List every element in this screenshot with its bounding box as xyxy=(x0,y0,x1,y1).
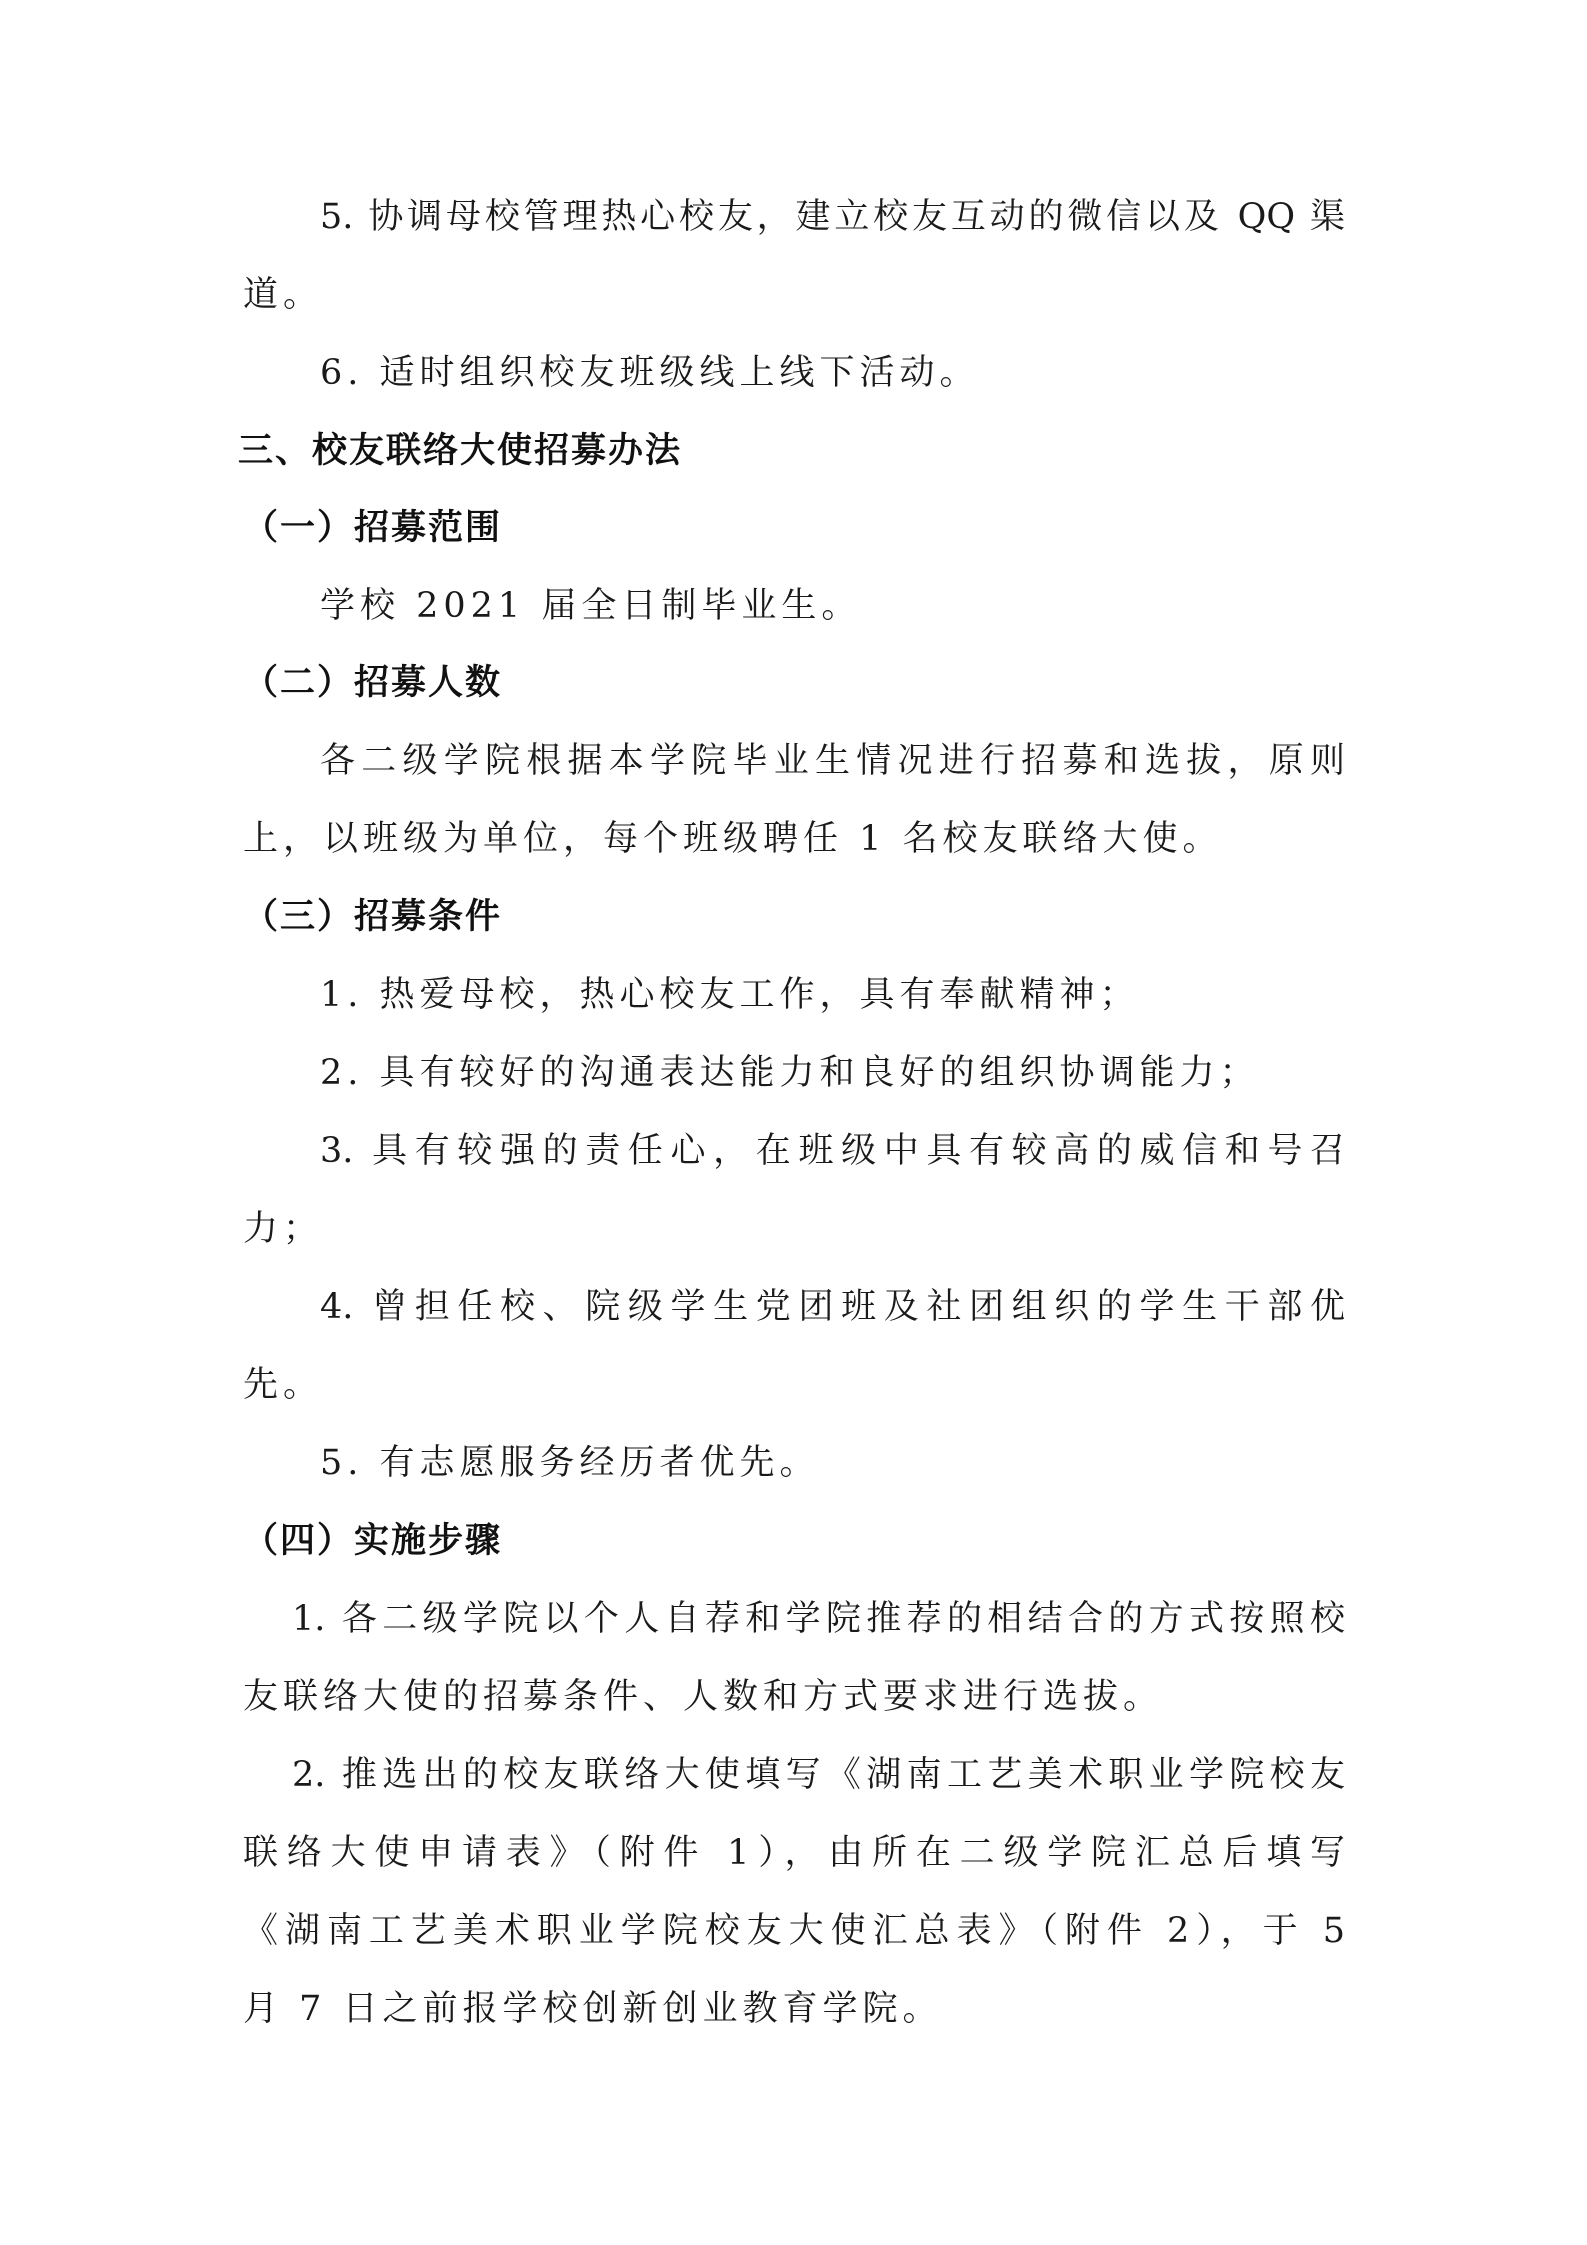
condition-item-1: 1. 热爱母校，热心校友工作，具有奉献精神； xyxy=(320,975,1140,1015)
subsection-heading-conditions: （三）招募条件 xyxy=(243,897,503,937)
condition-item-5: 5. 有志愿服务经历者优先。 xyxy=(320,1443,820,1483)
step-item-1: 1. 各二级学院以个人自荐和学院推荐的相结合的方式按照校 xyxy=(292,1599,1345,1639)
condition-item-4-continuation: 先。 xyxy=(243,1365,324,1405)
step-item-2-continuation-2: 《湖南工艺美术职业学院校友大使汇总表》（附件 2），于 5 xyxy=(243,1911,1345,1951)
number-paragraph: 各二级学院根据本学院毕业生情况进行招募和选拔，原则 xyxy=(320,741,1345,781)
subsection-heading-number: （二）招募人数 xyxy=(243,663,503,703)
subsection-heading-scope: （一）招募范围 xyxy=(243,508,503,548)
scope-paragraph: 学校 2021 届全日制毕业生。 xyxy=(320,586,862,626)
section-heading-recruitment-method: 三、校友联络大使招募办法 xyxy=(238,431,683,471)
condition-item-3: 3. 具有较强的责任心，在班级中具有较高的威信和号召 xyxy=(320,1131,1345,1171)
condition-item-4: 4. 曾担任校、院级学生党团班及社团组织的学生干部优 xyxy=(320,1287,1345,1327)
duty-item-5-continuation: 道。 xyxy=(243,275,324,315)
step-item-2: 2. 推选出的校友联络大使填写《湖南工艺美术职业学院校友 xyxy=(292,1755,1345,1795)
step-item-1-continuation: 友联络大使的招募条件、人数和方式要求进行选拔。 xyxy=(243,1677,1164,1717)
condition-item-3-continuation: 力； xyxy=(243,1209,324,1249)
step-item-2-continuation-1: 联络大使申请表》（附件 1），由所在二级学院汇总后填写 xyxy=(243,1833,1345,1873)
step-item-2-continuation-3: 月 7 日之前报学校创新创业教育学院。 xyxy=(243,1989,943,2029)
duty-item-6: 6. 适时组织校友班级线上线下活动。 xyxy=(320,353,980,393)
subsection-heading-steps: （四）实施步骤 xyxy=(243,1521,503,1561)
duty-item-5: 5. 协调母校管理热心校友，建立校友互动的微信以及 QQ 渠 xyxy=(320,197,1345,237)
number-paragraph-continuation: 上，以班级为单位，每个班级聘任 1 名校友联络大使。 xyxy=(243,819,1223,859)
condition-item-2: 2. 具有较好的沟通表达能力和良好的组织协调能力； xyxy=(320,1053,1260,1093)
